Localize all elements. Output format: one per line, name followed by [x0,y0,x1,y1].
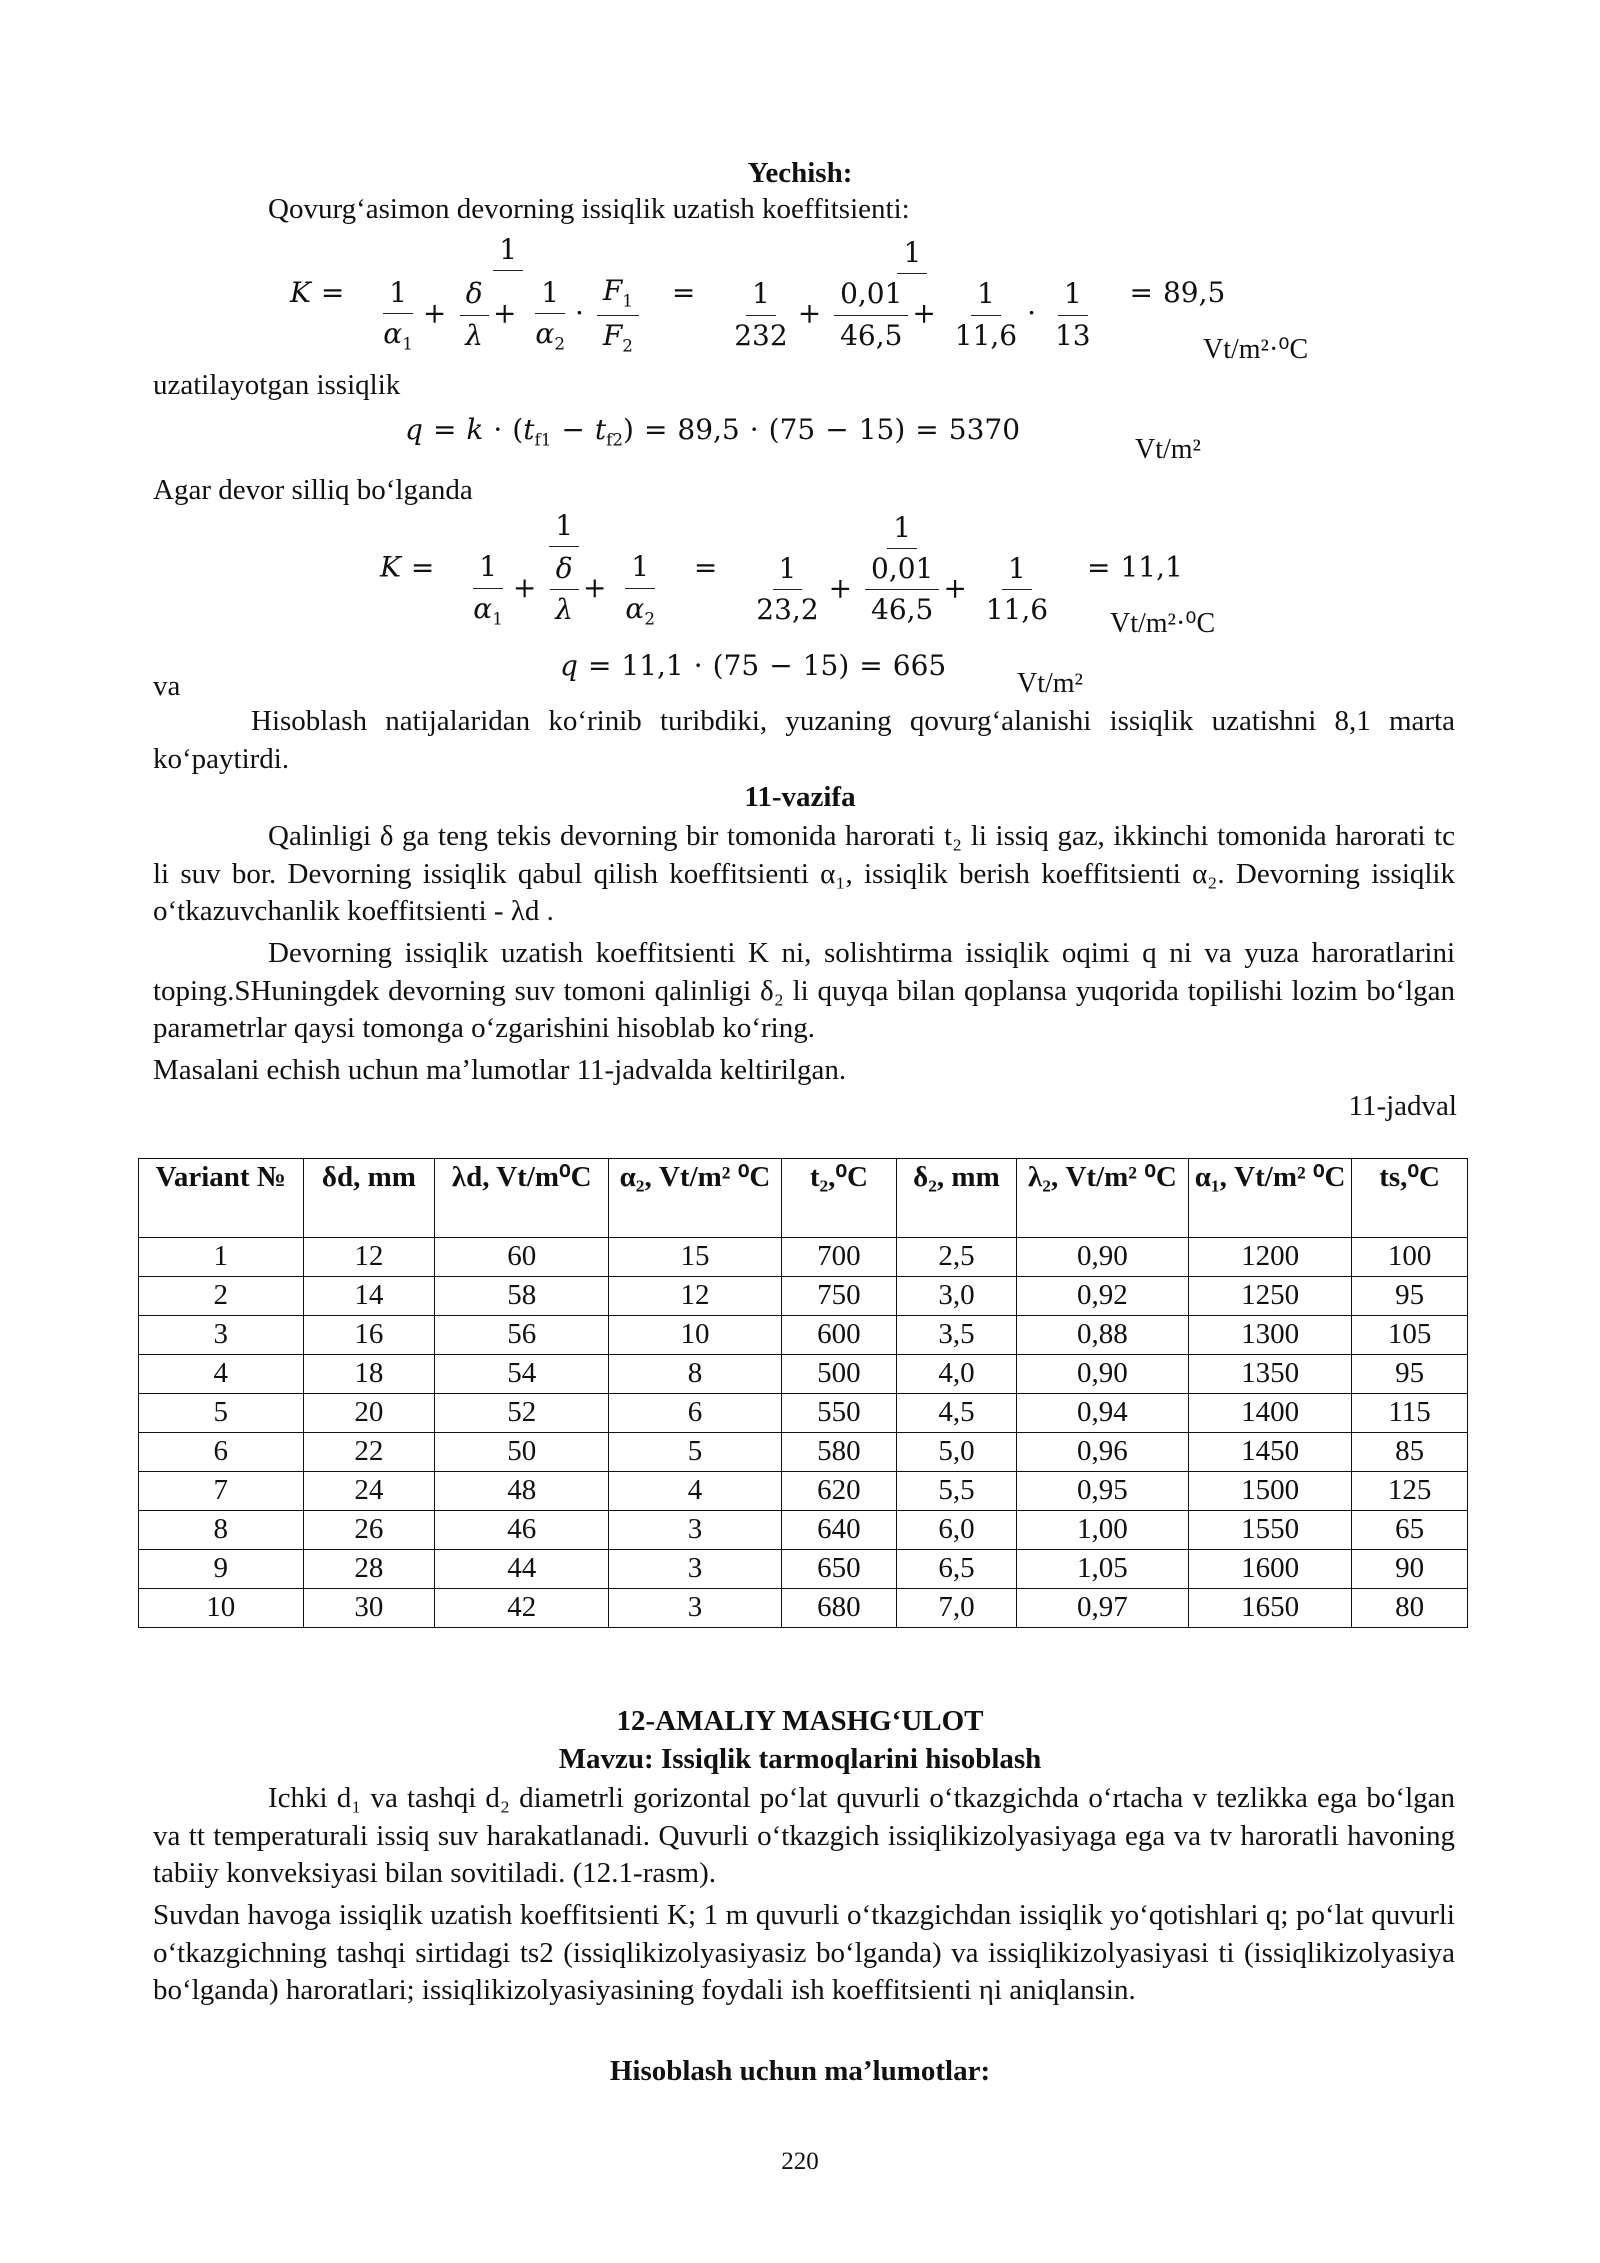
table-cell: 48 [435,1472,609,1511]
table-cell: 16 [303,1316,435,1355]
table-cell: 22 [303,1433,435,1472]
table-cell: 1600 [1189,1550,1352,1589]
table-row [139,1511,1468,1550]
lesson-paragraph-1: Ichki d₁ va tashqi d₂ diametrli gorizontal po‘lat quvurli o‘tkazgichda o‘rtacha v tezlikka ega bo‘lgan va tt temperaturali issiq suv harakatlanadi. Quvurli o‘tkazgich issiqlikizolyasiyaga ega va tv haroratli havoning tabiiy konveksiyasi bilan sovitiladi. (12.1-rasm). [153,1782,1455,1890]
table-cell: 24 [303,1472,435,1511]
table-cell: 10 [139,1589,304,1628]
table-cell: 125 [1352,1472,1468,1511]
table-cell: 65 [1352,1511,1468,1550]
table-cell: 12 [609,1277,781,1316]
task-paragraph-1: Qalinligi δ ga teng tekis devorning bir tomonida harorati t₂ li issiq gaz, ikkinchi tomonida harorati tc li suv bor. Devorning issiqlik qabul qilish koeffitsienti α₁, issiqlik berish koeffitsienti α₂. Devorning issiqlik o‘tkazuvchanlik koeffitsienti - λd . [153,820,1455,928]
q1-t2: 15 [858,413,895,446]
table-cell: 4 [609,1472,781,1511]
page-number: 220 [781,2148,819,2175]
unit-q-1: Vt/m² [1135,434,1201,465]
table-cell: 14 [303,1277,435,1316]
table-cell: 90 [1352,1550,1468,1589]
table-cell: 95 [1352,1277,1468,1316]
val-lambda-smooth: 46,5 [871,593,934,627]
formula-q-smooth: q = 11,1 · (75 − 15) = 665 [560,649,947,682]
table-cell: 115 [1352,1394,1468,1433]
table-cell: 0,88 [1016,1316,1188,1355]
table-cell: 700 [781,1238,897,1277]
table-cell: 3 [609,1511,781,1550]
table-cell: 1500 [1189,1472,1352,1511]
q2-result: 665 [892,649,947,682]
table-cell: 2 [139,1277,304,1316]
table-cell: 680 [781,1589,897,1628]
unit-k-2: Vt/m²·⁰C [1110,608,1216,639]
header-t2: t₂,⁰C [781,1159,897,1238]
task-heading: 11-vazifa [744,781,856,813]
table-cell: 1200 [1189,1238,1352,1277]
solution-heading: Yechish: [747,157,853,189]
table-cell: 5,5 [897,1472,1017,1511]
table-cell: 46 [435,1511,609,1550]
table-cell: 1,05 [1016,1550,1188,1589]
table-cell: 5,0 [897,1433,1017,1472]
table-cell: 2,5 [897,1238,1017,1277]
header-lambda-d: λd, Vt/m⁰C [435,1159,609,1238]
table-cell: 1250 [1189,1277,1352,1316]
table-row [139,1316,1468,1355]
header-delta-2: δ₂, mm [897,1159,1017,1238]
val-delta-smooth: 0,01 [865,551,939,590]
q1-k-val: 89,5 [677,413,740,446]
header-lambda-2: λ₂, Vt/m² ⁰C [1016,1159,1188,1238]
header-alpha-2: α₂, Vt/m² ⁰C [609,1159,781,1238]
table-cell: 0,94 [1016,1394,1188,1433]
table-cell: 5 [139,1394,304,1433]
table-cell: 6 [139,1433,304,1472]
val-a1: 232 [734,318,788,352]
table-cell: 0,90 [1016,1238,1188,1277]
table-cell: 6,5 [897,1550,1017,1589]
table-row [139,1472,1468,1511]
table-row [139,1550,1468,1589]
q2-k-val: 11,1 [621,649,684,682]
val-f: 13 [1054,318,1091,352]
table-cell: 4,5 [897,1394,1017,1433]
task-paragraph-2: Devorning issiqlik uzatish koeffitsienti K ni, solishtirma issiqlik oqimi q ni va yuza haroratlarini toping.SHuningdek devorning suv tomoni qalinligi δ₂ li quyqa bilan qoplansa yuqorida topilishi lozim bo‘lgan parametrlar qaysi tomonga o‘zgarishini hisoblab ko‘ring. [153,937,1455,1045]
table-cell: 58 [435,1277,609,1316]
table-cell: 7 [139,1472,304,1511]
table-cell: 6 [609,1394,781,1433]
table-cell: 600 [781,1316,897,1355]
ribbed-intro: Qovurg‘asimon devorning issiqlik uzatish koeffitsienti: [268,193,910,225]
table-row [139,1589,1468,1628]
table-cell: 0,96 [1016,1433,1188,1472]
formula-ribbed-k: K = 1 $\frac{1}{\alpha_1}$ + $\frac{\delta}{\lambda}$ + $\frac{1}{\alpha_2}$ · $\frac{F_1}{F_2}$ = 1 $\frac{1}{232}$ + $\frac{0,01}{46,5}$ + $\frac{1}{11,6}$ · $\frac{1}{13}$ = 89,5 [290,233,1226,356]
heat-label: uzatilayotgan issiqlik [153,369,401,401]
formula-q-ribbed: $q = k \cdot (t_{f1} - t_{f2}) = 89,5 \cdot (75 - 15) = 5370$ [405,413,1021,450]
val-lambda: 46,5 [840,318,903,352]
table-cell: 85 [1352,1433,1468,1472]
table-cell: 1450 [1189,1433,1352,1472]
table-header-row [139,1159,1468,1238]
table-cell: 1650 [1189,1589,1352,1628]
table-row [139,1238,1468,1277]
data-heading: Hisoblash uchun ma’lumotlar: [609,2055,991,2087]
table-cell: 5 [609,1433,781,1472]
table-cell: 8 [139,1511,304,1550]
table-cell: 3,5 [897,1316,1017,1355]
table-cell: 100 [1352,1238,1468,1277]
smooth-result: 11,1 [1120,550,1183,584]
header-variant: Variant № [139,1159,304,1238]
table-cell: 8 [609,1355,781,1394]
table-cell: 580 [781,1433,897,1472]
table-cell: 3 [609,1550,781,1589]
q2-t1: 75 [723,649,760,682]
unit-q-2: Vt/m² [1017,668,1083,699]
table-row [139,1355,1468,1394]
table-cell: 44 [435,1550,609,1589]
va-label: va [153,670,181,702]
table-row [139,1277,1468,1316]
table-cell: 4 [139,1355,304,1394]
table-cell: 0,92 [1016,1277,1188,1316]
q2-t2: 15 [802,649,839,682]
table-cell: 52 [435,1394,609,1433]
table-cell: 0,95 [1016,1472,1188,1511]
table-cell: 1,00 [1016,1511,1188,1550]
table-cell: 80 [1352,1589,1468,1628]
table-cell: 3 [139,1316,304,1355]
table-cell: 20 [303,1394,435,1433]
table-cell: 3,0 [897,1277,1017,1316]
lesson-paragraph-2: Suvdan havoga issiqlik uzatish koeffitsienti K; 1 m quvurli o‘tkazgichdan issiqlik yo‘qotishlari q; po‘lat quvurli o‘tkazgichning tashqi sirtidagi ts2 (issiqlikizolyasiyasiz bo‘lganda) va issiqlikizolyasiyasi ti (issiqlikizolyasiya bo‘lganda) haroratlari; issiqlikizolyasiyasining foydali ish koeffitsienti ηi aniqlansin. [153,1899,1455,2007]
val-a2-smooth: 11,6 [985,593,1049,627]
val-a2: 11,6 [954,318,1018,352]
table-cell: 4,0 [897,1355,1017,1394]
table-cell: 0,90 [1016,1355,1188,1394]
smooth-label: Agar devor silliq bo‘lganda [153,474,473,506]
ribbed-result: 89,5 [1162,276,1226,310]
conclusion-paragraph: Hisoblash natijalaridan ko‘rinib turibdiki, yuzaning qovurg‘alanishi issiqlik uzatishni 8,1 marta ko‘paytirdi. [153,705,1455,775]
header-alpha-1: α₁, Vt/m² ⁰C [1189,1159,1352,1238]
lesson-heading: 12-AMALIY MASHG‘ULOT [616,1705,984,1737]
formula-smooth-k: K = 1 $\frac{1}{\alpha_1}$ + $\frac{\delta}{\lambda}$ + $\frac{1}{\alpha_2}$ = 1 $\frac{1}{23,2}$ + $\frac{0,01}{46,5}$ + $\frac{1}{11,6}$ = 11,1 [380,509,1183,629]
table-cell: 1300 [1189,1316,1352,1355]
table-cell: 650 [781,1550,897,1589]
table-cell: 3 [609,1589,781,1628]
table-cell: 95 [1352,1355,1468,1394]
q1-result: 5370 [948,413,1021,446]
val-delta: 0,01 [834,276,908,315]
table-cell: 550 [781,1394,897,1433]
table-cell: 12 [303,1238,435,1277]
table-body [139,1238,1468,1628]
table-cell: 750 [781,1277,897,1316]
table-cell: 1550 [1189,1511,1352,1550]
table-cell: 18 [303,1355,435,1394]
table-cell: 56 [435,1316,609,1355]
table-cell: 500 [781,1355,897,1394]
table-cell: 640 [781,1511,897,1550]
table-cell: 1 [139,1238,304,1277]
unit-k-1: Vt/m²·⁰C [1203,334,1309,365]
val-a1-smooth: 23,2 [756,593,819,627]
table-cell: 42 [435,1589,609,1628]
table-cell: 28 [303,1550,435,1589]
table-caption: 11-jadval [1348,1090,1457,1122]
table-cell: 10 [609,1316,781,1355]
table-cell: 26 [303,1511,435,1550]
task-paragraph-3: Masalani echish uchun ma’lumotlar 11-jadvalda keltirilgan. [153,1054,847,1086]
topic-heading: Mavzu: Issiqlik tarmoqlarini hisoblash [558,1743,1042,1775]
table-cell: 7,0 [897,1589,1017,1628]
variants-table [138,1158,1468,1628]
table-cell: 15 [609,1238,781,1277]
table-cell: 60 [435,1238,609,1277]
table-cell: 6,0 [897,1511,1017,1550]
table-cell: 9 [139,1550,304,1589]
table-cell: 620 [781,1472,897,1511]
table-cell: 50 [435,1433,609,1472]
table-cell: 30 [303,1589,435,1628]
table-row [139,1433,1468,1472]
header-ts: ts,⁰C [1352,1159,1468,1238]
table-cell: 1400 [1189,1394,1352,1433]
table-cell: 54 [435,1355,609,1394]
q1-t1: 75 [779,413,816,446]
header-delta-d: δd, mm [303,1159,435,1238]
table-cell: 0,97 [1016,1589,1188,1628]
table-cell: 1350 [1189,1355,1352,1394]
table-cell: 105 [1352,1316,1468,1355]
table-row [139,1394,1468,1433]
